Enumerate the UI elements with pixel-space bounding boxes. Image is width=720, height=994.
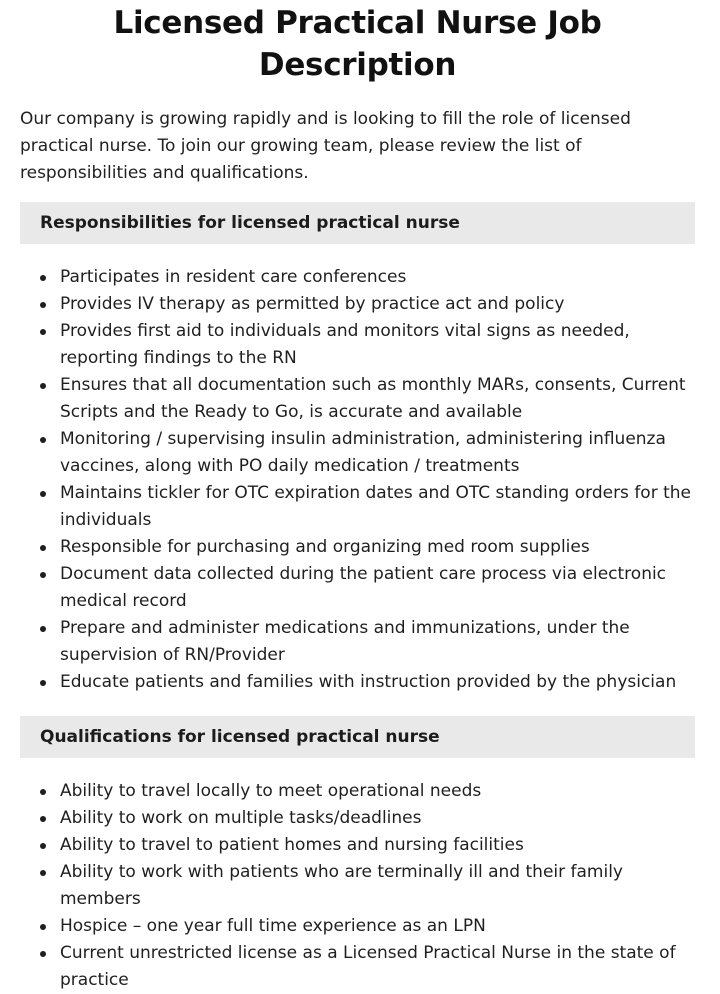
- bullet-icon: [40, 545, 46, 551]
- list-item: [20, 291, 695, 318]
- list-item-text: Ability to work with patients who are terminally ill and their family members: [60, 862, 623, 909]
- list-item-text: Ensures that all documentation such as monthly MARs, consents, Current Scripts and the Ready to Go, is accurate and available: [60, 375, 686, 422]
- bullet-icon: [40, 437, 46, 443]
- bullet-icon: [40, 572, 46, 578]
- list-item: [20, 940, 695, 994]
- list-item-text: Monitoring / supervising insulin administration, administering influenza vaccines, along with PO daily medication / treatments: [60, 429, 666, 476]
- list-item-text: Maintains tickler for OTC expiration dates and OTC standing orders for the individuals: [60, 483, 692, 530]
- intro-paragraph: Our company is growing rapidly and is looking to fill the role of licensed practical nurse. To join our growing team, please review the list of responsibilities and qualifications.: [20, 109, 631, 183]
- list-item: [20, 615, 695, 669]
- list-item: [20, 832, 695, 859]
- bullet-icon: [40, 789, 46, 795]
- qualifications-header: [20, 716, 695, 758]
- list-item: [20, 859, 695, 913]
- list-item-text: Document data collected during the patient care process via electronic medical record: [60, 564, 667, 611]
- list-item-text: Ability to travel to patient homes and nursing facilities: [60, 835, 524, 855]
- list-item: [20, 778, 695, 805]
- bullet-icon: [40, 491, 46, 497]
- list-item: [20, 561, 695, 615]
- responsibilities-header: [20, 202, 695, 244]
- list-item: [20, 372, 695, 426]
- bullet-icon: [40, 951, 46, 957]
- bullet-icon: [40, 816, 46, 822]
- qualifications-list: [20, 778, 695, 994]
- list-item-text: Prepare and administer medications and immunizations, under the supervision of RN/Provider: [60, 618, 630, 665]
- list-item-text: Educate patients and families with instruction provided by the physician: [60, 672, 677, 692]
- responsibilities-heading: Responsibilities for licensed practical nurse: [40, 213, 460, 233]
- list-item: [20, 534, 695, 561]
- list-item-text: Ability to work on multiple tasks/deadlines: [60, 808, 422, 828]
- bullet-icon: [40, 302, 46, 308]
- list-item-text: Participates in resident care conferences: [60, 267, 407, 287]
- page-title: Licensed Practical Nurse Job Description: [113, 5, 602, 83]
- list-item-text: Provides IV therapy as permitted by practice act and policy: [60, 294, 565, 314]
- bullet-icon: [40, 680, 46, 686]
- list-item-text: Ability to travel locally to meet operational needs: [60, 781, 482, 801]
- list-item-text: Responsible for purchasing and organizing med room supplies: [60, 537, 590, 557]
- list-item-text: Current unrestricted license as a Licensed Practical Nurse in the state of practice: [60, 943, 676, 990]
- bullet-icon: [40, 626, 46, 632]
- list-item: [20, 913, 695, 940]
- bullet-icon: [40, 329, 46, 335]
- bullet-icon: [40, 843, 46, 849]
- bullet-icon: [40, 870, 46, 876]
- responsibilities-list: [20, 264, 695, 696]
- bullet-icon: [40, 924, 46, 930]
- list-item: [20, 426, 695, 480]
- list-item-text: Hospice – one year full time experience as an LPN: [60, 916, 486, 936]
- bullet-icon: [40, 275, 46, 281]
- bullet-icon: [40, 383, 46, 389]
- list-item: [20, 480, 695, 534]
- list-item: [20, 318, 695, 372]
- qualifications-heading: Qualifications for licensed practical nurse: [40, 727, 440, 747]
- list-item-text: Provides first aid to individuals and monitors vital signs as needed, reporting findings to the RN: [60, 321, 630, 368]
- list-item: [20, 805, 695, 832]
- list-item: [20, 264, 695, 291]
- list-item: [20, 669, 695, 696]
